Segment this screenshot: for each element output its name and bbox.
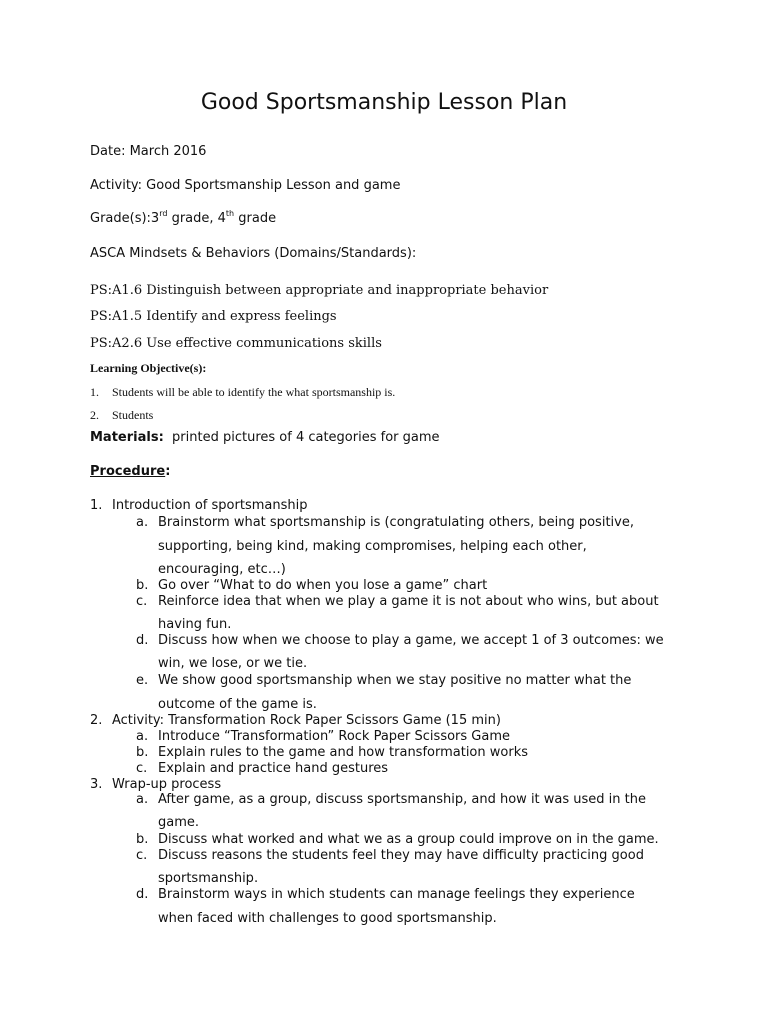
procedure-number: 3. bbox=[90, 777, 103, 792]
objective-number: 1. bbox=[90, 385, 99, 399]
procedure-substep bbox=[136, 673, 631, 688]
procedure-number: d. bbox=[136, 633, 149, 648]
objective-item bbox=[90, 385, 395, 400]
standard-item: PS:A1.5 Identify and express feelings bbox=[90, 309, 337, 324]
grades-sup-th: th bbox=[225, 209, 235, 218]
procedure-substep bbox=[136, 745, 528, 760]
procedure-substep bbox=[136, 832, 659, 847]
asca-heading: ASCA Mindsets & Behaviors (Domains/Standards): bbox=[90, 246, 417, 261]
activity-line: Activity: Good Sportsmanship Lesson and game bbox=[90, 178, 401, 193]
materials-label: Materials: bbox=[90, 430, 164, 445]
procedure-substep bbox=[136, 539, 587, 554]
procedure-substep bbox=[136, 729, 510, 744]
procedure-heading bbox=[90, 464, 170, 479]
objective-text: Students bbox=[112, 408, 154, 422]
procedure-number: c. bbox=[136, 848, 148, 863]
grades-suffix: grade bbox=[234, 211, 277, 226]
procedure-step bbox=[90, 777, 221, 792]
standard-item: PS:A1.6 Distinguish between appropriate and inappropriate behavior bbox=[90, 283, 549, 298]
page-title: Good Sportsmanship Lesson Plan bbox=[200, 90, 568, 115]
procedure-text: Introduction of sportsmanship bbox=[112, 498, 308, 513]
procedure-text: Reinforce idea that when we play a game it is not about who wins, but about bbox=[158, 594, 659, 609]
procedure-text: game. bbox=[158, 815, 200, 830]
procedure-substep bbox=[136, 761, 388, 776]
procedure-substep bbox=[136, 594, 659, 609]
procedure-substep bbox=[136, 887, 635, 902]
grades-prefix: Grade(s):3 bbox=[90, 211, 160, 226]
procedure-substep bbox=[136, 911, 497, 926]
procedure-number: b. bbox=[136, 578, 149, 593]
procedure-text: After game, as a group, discuss sportsmanship, and how it was used in the bbox=[158, 792, 646, 807]
procedure-text: Explain and practice hand gestures bbox=[158, 761, 389, 776]
procedure-substep bbox=[136, 515, 634, 530]
procedure-substep bbox=[136, 871, 258, 886]
procedure-number: 1. bbox=[90, 498, 103, 513]
procedure-heading-colon: : bbox=[165, 464, 171, 479]
procedure-substep bbox=[136, 617, 231, 632]
procedure-text: Wrap-up process bbox=[112, 777, 222, 792]
procedure-text: Brainstorm ways in which students can manage feelings they experience bbox=[158, 887, 635, 902]
procedure-substep bbox=[136, 815, 199, 830]
date-line: Date: March 2016 bbox=[90, 144, 207, 159]
objective-number: 2. bbox=[90, 408, 99, 422]
procedure-text: Discuss reasons the students feel they may have difficulty practicing good bbox=[158, 848, 644, 863]
procedure-number: 2. bbox=[90, 713, 103, 728]
procedure-substep bbox=[136, 792, 646, 807]
objective-text: Students will be able to identify the what sportsmanship is. bbox=[112, 385, 396, 399]
procedure-text: Go over “What to do when you lose a game” chart bbox=[158, 578, 488, 593]
materials-text: printed pictures of 4 categories for game bbox=[172, 430, 440, 445]
learning-objectives-heading: Learning Objective(s): bbox=[90, 361, 207, 375]
procedure-text: Introduce “Transformation” Rock Paper Scissors Game bbox=[158, 729, 510, 744]
standard-item: PS:A2.6 Use effective communications skills bbox=[90, 336, 382, 351]
procedure-text: when faced with challenges to good sportsmanship. bbox=[158, 911, 497, 926]
procedure-step bbox=[90, 498, 307, 513]
procedure-text: Explain rules to the game and how transformation works bbox=[158, 745, 528, 760]
procedure-number: b. bbox=[136, 832, 149, 847]
procedure-text: encouraging, etc…) bbox=[158, 562, 286, 577]
procedure-number: b. bbox=[136, 745, 149, 760]
procedure-substep bbox=[136, 562, 286, 577]
procedure-heading-text: Procedure bbox=[90, 464, 166, 479]
procedure-substep bbox=[136, 656, 307, 671]
procedure-text: Discuss how when we choose to play a game, we accept 1 of 3 outcomes: we bbox=[158, 633, 664, 648]
procedure-text: Discuss what worked and what we as a group could improve on in the game. bbox=[158, 832, 659, 847]
procedure-substep bbox=[136, 697, 317, 712]
procedure-number: e. bbox=[136, 673, 149, 688]
procedure-substep bbox=[136, 848, 644, 863]
procedure-text: outcome of the game is. bbox=[158, 697, 317, 712]
procedure-text: We show good sportsmanship when we stay positive no matter what the bbox=[158, 673, 632, 688]
procedure-number: c. bbox=[136, 761, 148, 776]
procedure-text: supporting, being kind, making compromises, helping each other, bbox=[158, 539, 587, 554]
procedure-text: sportsmanship. bbox=[158, 871, 259, 886]
procedure-number: a. bbox=[136, 792, 149, 807]
procedure-number: c. bbox=[136, 594, 148, 609]
procedure-substep bbox=[136, 633, 664, 648]
procedure-step bbox=[90, 713, 501, 728]
materials-line bbox=[90, 430, 440, 445]
procedure-number: a. bbox=[136, 515, 149, 530]
procedure-substep bbox=[136, 578, 487, 593]
grades-mid: grade, 4 bbox=[167, 211, 226, 226]
procedure-text: having fun. bbox=[158, 617, 232, 632]
grades-line bbox=[90, 211, 276, 226]
grades-sup-rd: rd bbox=[159, 209, 168, 218]
procedure-text: win, we lose, or we tie. bbox=[158, 656, 308, 671]
procedure-number: d. bbox=[136, 887, 149, 902]
procedure-number: a. bbox=[136, 729, 149, 744]
procedure-text: Brainstorm what sportsmanship is (congratulating others, being positive, bbox=[158, 515, 634, 530]
procedure-text: Activity: Transformation Rock Paper Scissors Game (15 min) bbox=[112, 713, 501, 728]
objective-item bbox=[90, 408, 153, 423]
